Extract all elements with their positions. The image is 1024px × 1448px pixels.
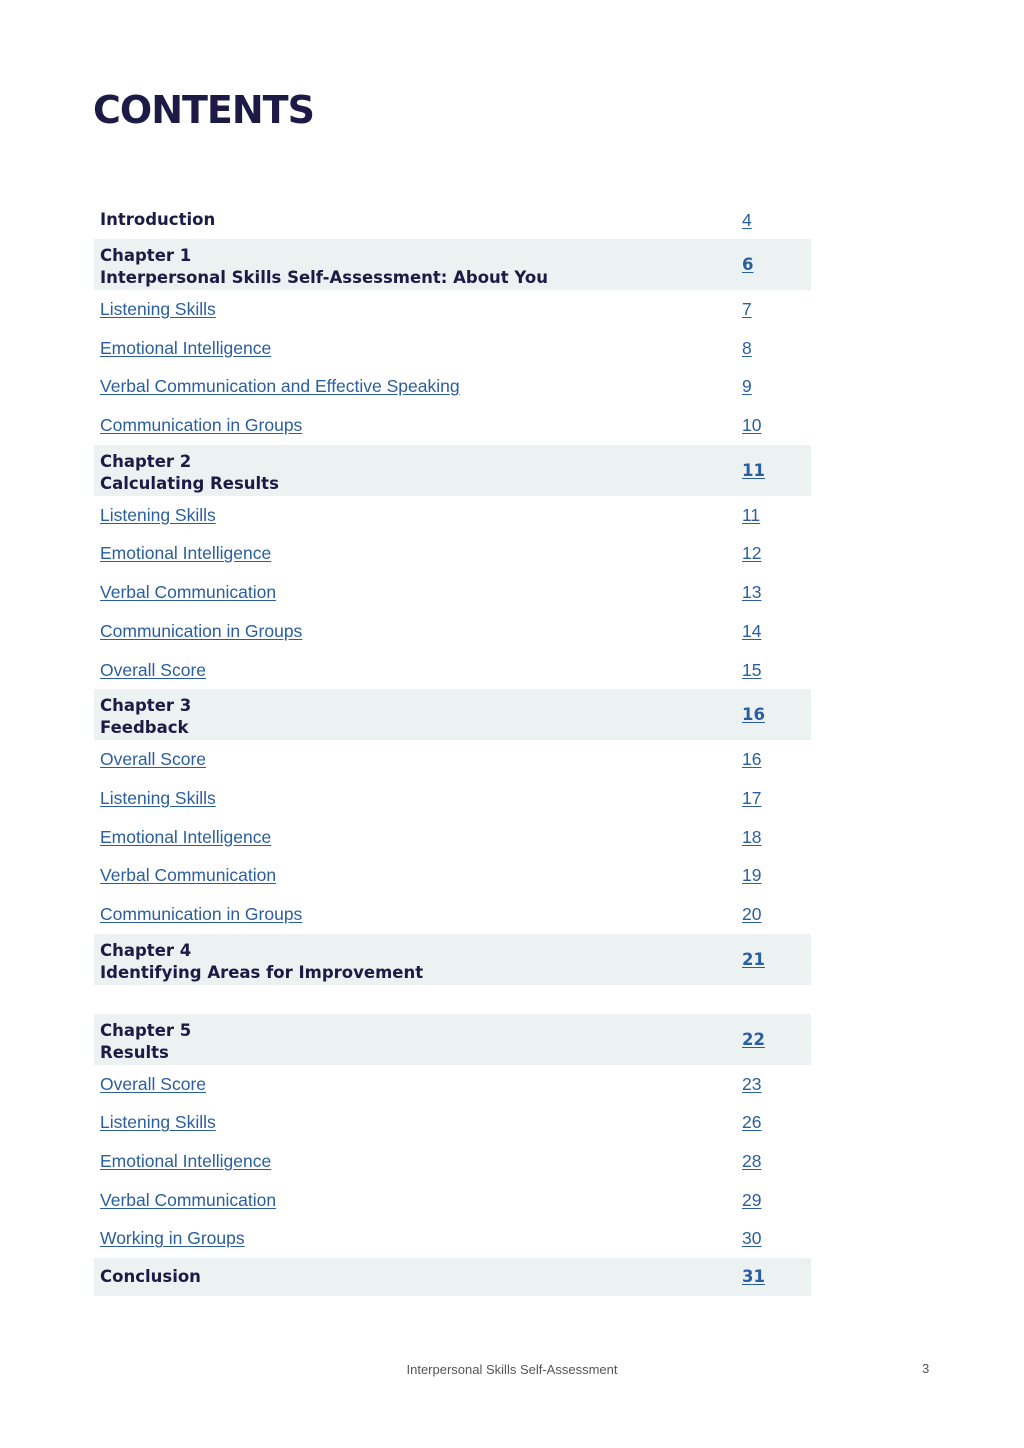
toc-item[interactable] xyxy=(94,496,811,535)
toc-page-link[interactable]: 31 xyxy=(742,1267,765,1287)
toc-item[interactable] xyxy=(94,290,811,329)
toc-page-link[interactable]: 28 xyxy=(742,1151,762,1171)
chapter-heading xyxy=(100,451,279,495)
toc-page-link[interactable]: 6 xyxy=(742,255,754,274)
toc-item[interactable] xyxy=(94,1103,811,1142)
chapter-heading xyxy=(100,1020,191,1064)
chapter-title: Feedback xyxy=(100,718,189,738)
toc-chapter-2[interactable] xyxy=(94,445,811,496)
toc-chapter-4[interactable] xyxy=(94,934,811,985)
toc-page-link[interactable]: 18 xyxy=(742,826,762,847)
chapter-title: Identifying Areas for Improvement xyxy=(100,962,424,982)
chapter-title: Calculating Results xyxy=(100,473,279,493)
toc-item-link[interactable]: Listening Skills xyxy=(100,1112,216,1133)
chapter-number: Chapter 5 xyxy=(100,1020,192,1040)
chapter-heading xyxy=(100,245,548,289)
footer-document-title: Interpersonal Skills Self-Assessment xyxy=(406,1362,618,1377)
toc-item[interactable] xyxy=(94,856,811,895)
toc-item[interactable] xyxy=(94,651,811,690)
toc-page-link[interactable]: 7 xyxy=(742,299,752,319)
toc-page-link[interactable]: 20 xyxy=(742,903,762,924)
chapter-number: Chapter 2 xyxy=(100,451,192,471)
section-spacer xyxy=(94,985,811,1014)
toc-chapter-1[interactable] xyxy=(94,239,811,290)
toc-page-link[interactable]: 12 xyxy=(742,543,762,564)
toc-item[interactable] xyxy=(94,612,811,651)
toc-item[interactable] xyxy=(94,534,811,573)
toc-page-link[interactable]: 22 xyxy=(742,1029,765,1049)
chapter-heading xyxy=(100,695,191,739)
chapter-title: Interpersonal Skills Self-Assessment: About You xyxy=(100,268,548,287)
toc-item-link[interactable]: Working in Groups xyxy=(100,1228,245,1249)
toc-item[interactable] xyxy=(94,895,811,934)
toc-page-link[interactable]: 16 xyxy=(742,705,765,725)
toc-item[interactable] xyxy=(94,1065,811,1104)
toc-page-link[interactable]: 4 xyxy=(742,210,752,230)
toc-item-link[interactable]: Overall Score xyxy=(100,749,207,770)
toc-item-link[interactable]: Listening Skills xyxy=(100,299,216,319)
toc-item[interactable] xyxy=(94,329,811,368)
table-of-contents xyxy=(94,201,811,1296)
chapter-number: Chapter 3 xyxy=(100,696,192,716)
toc-item-link[interactable]: Verbal Communication xyxy=(100,1189,277,1210)
toc-page-link[interactable]: 8 xyxy=(742,337,752,358)
toc-item[interactable] xyxy=(94,573,811,612)
toc-page-link[interactable]: 16 xyxy=(742,749,762,770)
toc-item-link[interactable]: Communication in Groups xyxy=(100,415,303,436)
toc-chapter-3[interactable] xyxy=(94,689,811,740)
toc-entry-label: Introduction xyxy=(100,210,216,229)
toc-page-link[interactable]: 29 xyxy=(742,1189,762,1210)
toc-page-link[interactable]: 14 xyxy=(742,620,762,641)
toc-page-link[interactable]: 15 xyxy=(742,659,762,680)
toc-item[interactable] xyxy=(94,1219,811,1258)
toc-item-link[interactable]: Verbal Communication xyxy=(100,582,277,603)
toc-item-link[interactable]: Communication in Groups xyxy=(100,620,303,641)
toc-item-link[interactable]: Emotional Intelligence xyxy=(100,543,272,564)
toc-item[interactable] xyxy=(94,406,811,445)
toc-page-link[interactable]: 17 xyxy=(742,787,762,808)
toc-item-link[interactable]: Verbal Communication and Effective Speaking xyxy=(100,376,460,397)
toc-page-link[interactable]: 9 xyxy=(742,376,752,397)
toc-page-link[interactable]: 13 xyxy=(742,582,762,603)
toc-chapter-5[interactable] xyxy=(94,1014,811,1065)
toc-item-link[interactable]: Emotional Intelligence xyxy=(100,1151,272,1171)
toc-item[interactable] xyxy=(94,367,811,406)
toc-page-link[interactable]: 10 xyxy=(742,415,762,436)
toc-item-link[interactable]: Emotional Intelligence xyxy=(100,337,272,358)
toc-item[interactable] xyxy=(94,1181,811,1220)
toc-page-link[interactable]: 11 xyxy=(742,504,761,525)
toc-page-link[interactable]: 30 xyxy=(742,1228,762,1249)
toc-item-link[interactable]: Emotional Intelligence xyxy=(100,826,272,847)
toc-item-link[interactable]: Verbal Communication xyxy=(100,865,277,886)
toc-row-conclusion[interactable] xyxy=(94,1258,811,1296)
chapter-number: Chapter 4 xyxy=(100,940,192,960)
toc-item[interactable] xyxy=(94,740,811,779)
chapter-title: Results xyxy=(100,1042,169,1062)
toc-item-link[interactable]: Listening Skills xyxy=(100,504,216,525)
page-title: CONTENTS xyxy=(93,88,314,132)
toc-item-link[interactable]: Overall Score xyxy=(100,659,207,680)
toc-item-link[interactable]: Communication in Groups xyxy=(100,903,303,924)
toc-page-link[interactable]: 19 xyxy=(742,865,762,886)
toc-item[interactable] xyxy=(94,779,811,818)
toc-page-link[interactable]: 21 xyxy=(742,949,765,969)
toc-row-introduction[interactable] xyxy=(94,201,811,239)
footer-page-number: 3 xyxy=(922,1361,930,1376)
toc-item[interactable] xyxy=(94,1142,811,1181)
toc-item-link[interactable]: Overall Score xyxy=(100,1073,207,1094)
toc-item[interactable] xyxy=(94,818,811,857)
toc-item-link[interactable]: Listening Skills xyxy=(100,787,216,808)
chapter-number: Chapter 1 xyxy=(100,246,192,265)
toc-page-link[interactable]: 23 xyxy=(742,1073,762,1094)
chapter-heading xyxy=(100,940,423,984)
toc-page-link[interactable]: 11 xyxy=(742,460,765,480)
toc-entry-label: Conclusion xyxy=(100,1267,201,1287)
toc-page-link[interactable]: 26 xyxy=(742,1112,762,1133)
